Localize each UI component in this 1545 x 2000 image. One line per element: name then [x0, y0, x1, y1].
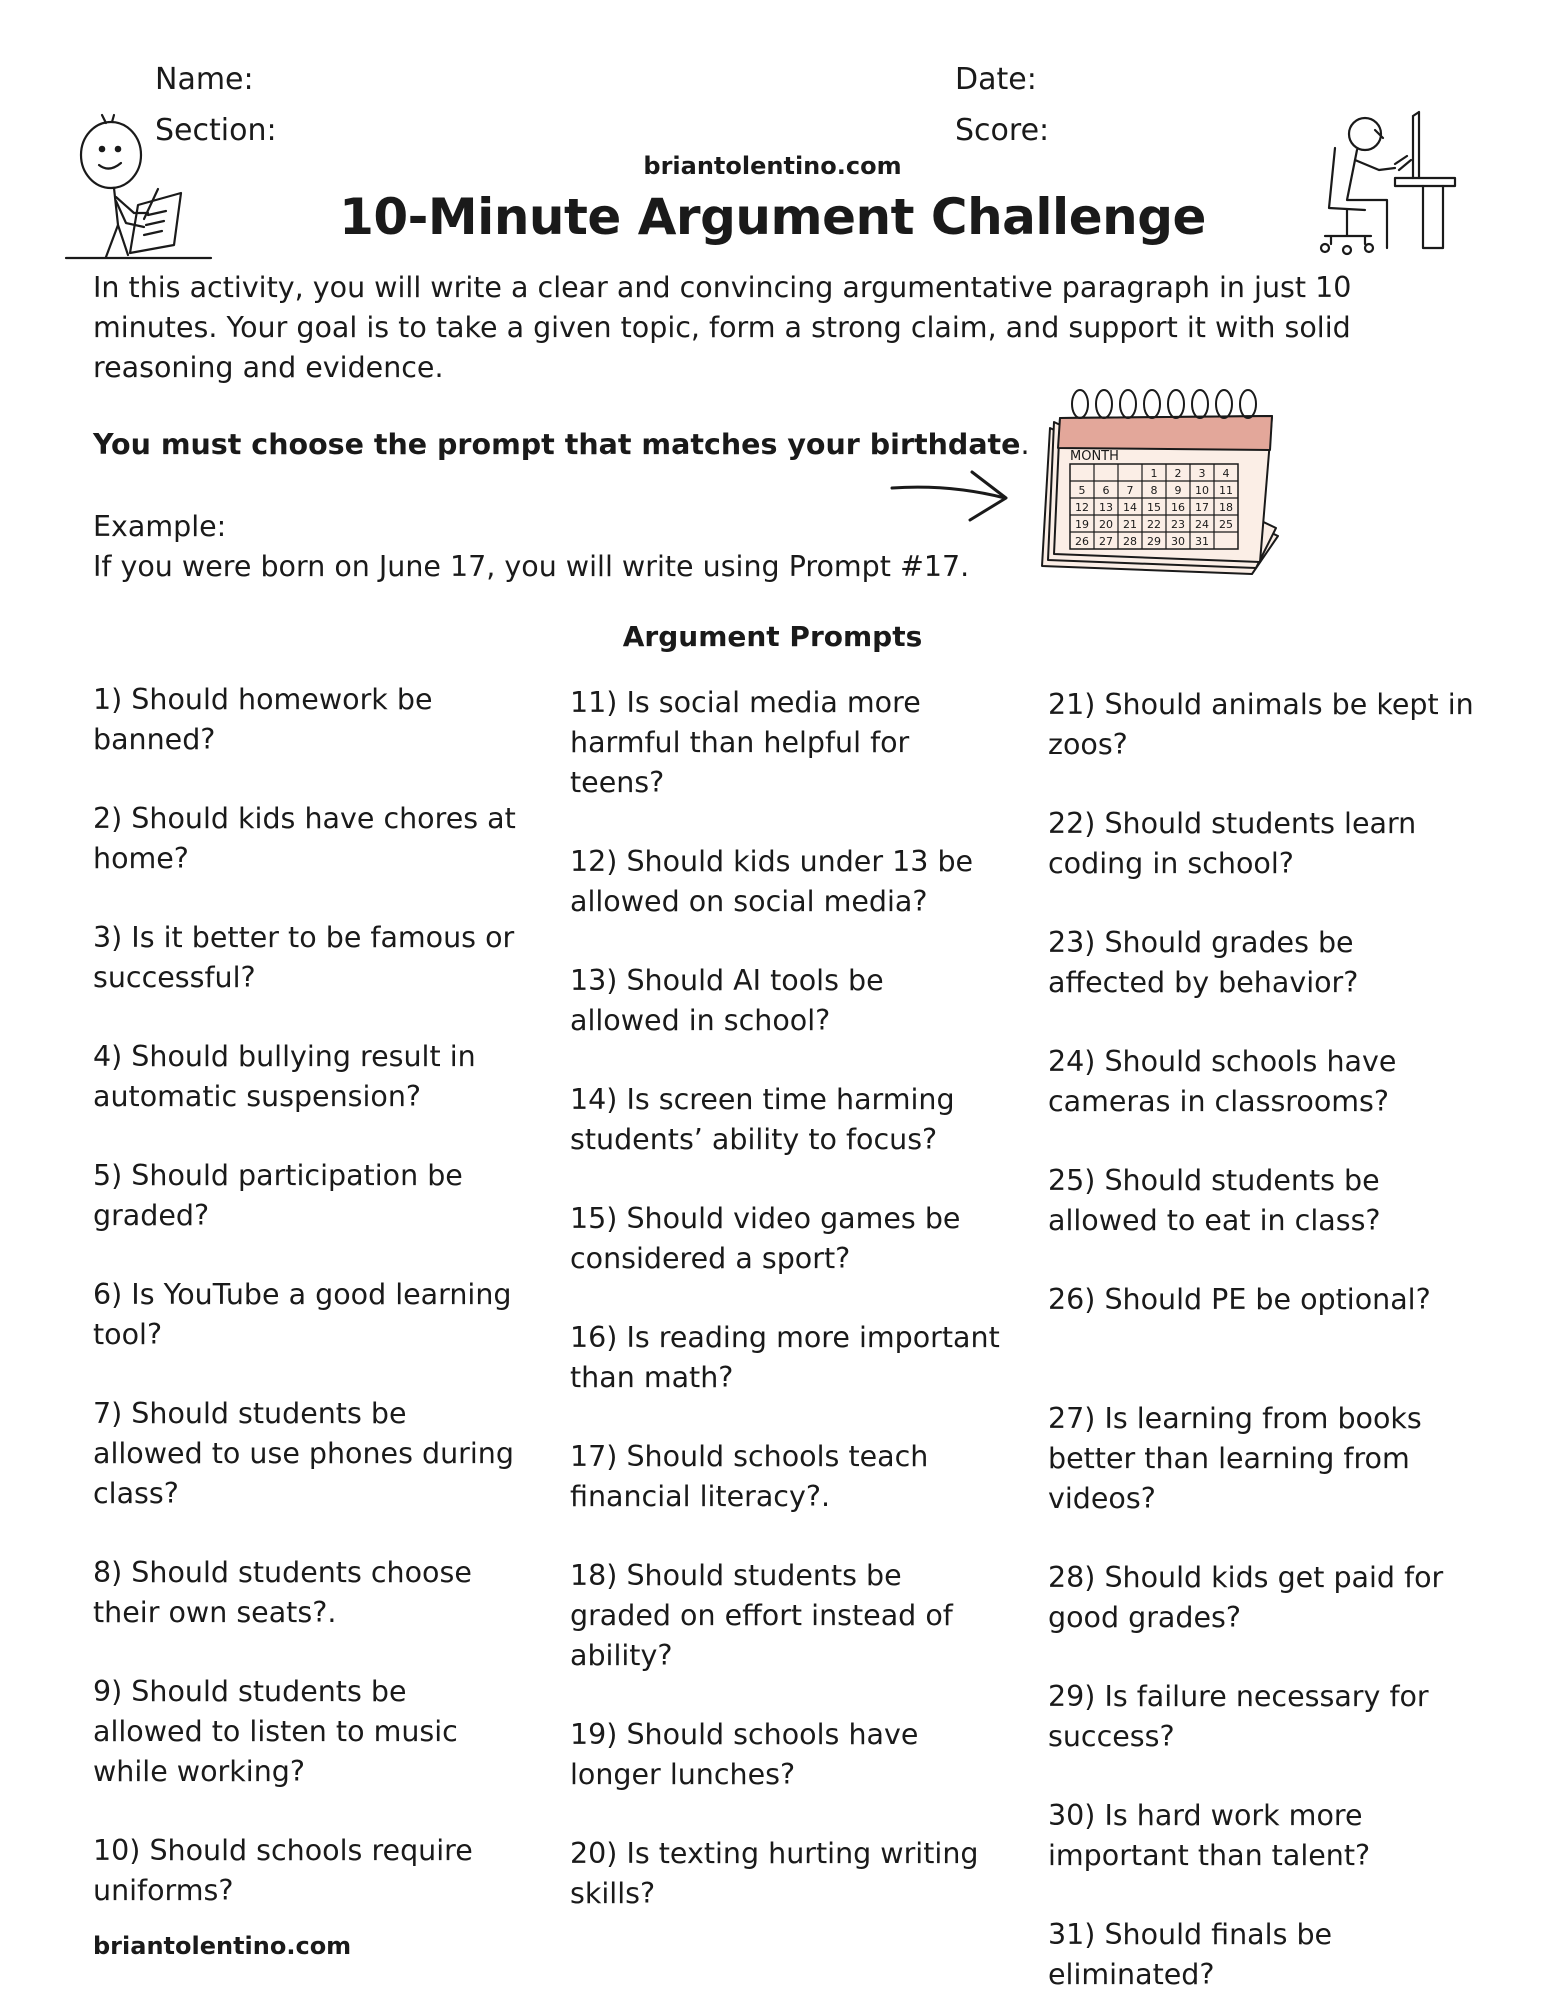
- prompt-item: 13) Should AI tools be allowed in school?: [570, 964, 884, 1037]
- example-label: Example:: [93, 510, 227, 543]
- prompt-item: 10) Should schools require uniforms?: [93, 1834, 473, 1907]
- prompt-item: 17) Should schools teach financial literacy?.: [570, 1440, 929, 1513]
- site-header: briantolentino.com: [643, 152, 902, 180]
- prompt-item: 29) Is failure necessary for success?: [1048, 1680, 1429, 1753]
- prompt-item: 11) Is social media more harmful than helpful for teens?: [570, 686, 921, 799]
- calendar-day: 21: [1123, 518, 1137, 531]
- prompt-item: 27) Is learning from books better than learning from videos?: [1048, 1402, 1422, 1515]
- calendar-day: 26: [1075, 535, 1089, 548]
- calendar-day: 1: [1150, 467, 1158, 480]
- calendar-day: 15: [1147, 501, 1161, 514]
- calendar-icon: [1040, 388, 1285, 578]
- calendar-day: 11: [1219, 484, 1233, 497]
- calendar-day: 24: [1195, 518, 1209, 531]
- prompt-item: 18) Should students be graded on effort instead of ability?: [570, 1559, 953, 1672]
- prompt-item: 28) Should kids get paid for good grades?: [1048, 1561, 1444, 1634]
- calendar-day: 7: [1126, 484, 1134, 497]
- prompt-item: 12) Should kids under 13 be allowed on social media?: [570, 845, 974, 918]
- prompt-item: 21) Should animals be kept in zoos?: [1048, 688, 1474, 761]
- prompt-item: 16) Is reading more important than math?: [570, 1321, 1000, 1394]
- calendar-day: 13: [1099, 501, 1113, 514]
- arrow-icon: [890, 466, 1015, 528]
- calendar-day: 19: [1075, 518, 1089, 531]
- calendar-ring: [1192, 390, 1208, 418]
- calendar-day: 16: [1171, 501, 1185, 514]
- calendar-day: 17: [1195, 501, 1209, 514]
- date-label: Date:: [955, 62, 1037, 97]
- calendar-day: 23: [1171, 518, 1185, 531]
- calendar-ring: [1072, 390, 1088, 418]
- calendar-day: 10: [1195, 484, 1209, 497]
- prompt-item: 6) Is YouTube a good learning tool?: [93, 1278, 512, 1351]
- prompt-item: 3) Is it better to be famous or successful?: [93, 921, 515, 994]
- calendar-month-label: MONTH: [1070, 449, 1119, 464]
- calendar-day: 27: [1099, 535, 1113, 548]
- score-label: Score:: [955, 113, 1050, 148]
- prompt-item: 14) Is screen time harming students’ ability to focus?: [570, 1083, 955, 1156]
- prompts-heading: Argument Prompts: [622, 620, 923, 653]
- instruction-rule-period: .: [1020, 428, 1030, 461]
- calendar-day: 3: [1198, 467, 1206, 480]
- prompt-item: 7) Should students be allowed to use phones during class?: [93, 1397, 514, 1510]
- calendar-day: 22: [1147, 518, 1161, 531]
- prompt-item: 25) Should students be allowed to eat in class?: [1048, 1164, 1381, 1237]
- calendar-day: 8: [1150, 484, 1158, 497]
- prompt-item: 31) Should finals be eliminated?: [1048, 1918, 1333, 1991]
- prompt-item: 22) Should students learn coding in school?: [1048, 807, 1417, 880]
- calendar-day: 20: [1099, 518, 1113, 531]
- prompt-item: 24) Should schools have cameras in classrooms?: [1048, 1045, 1397, 1118]
- calendar-day: 9: [1174, 484, 1182, 497]
- calendar-ring: [1240, 390, 1256, 418]
- prompt-item: 1) Should homework be banned?: [93, 683, 433, 756]
- calendar-day: 2: [1174, 467, 1182, 480]
- instruction-rule-text: You must choose the prompt that matches your birthdate: [93, 428, 1021, 461]
- calendar-day: 4: [1222, 467, 1230, 480]
- calendar-ring: [1096, 390, 1112, 418]
- prompt-item: 20) Is texting hurting writing skills?: [570, 1837, 979, 1910]
- prompt-item: 9) Should students be allowed to listen to music while working?: [93, 1675, 458, 1788]
- calendar-day: 5: [1078, 484, 1086, 497]
- calendar-day: 18: [1219, 501, 1233, 514]
- calendar-day: 25: [1219, 518, 1233, 531]
- prompt-item: 5) Should participation be graded?: [93, 1159, 463, 1232]
- prompt-item: 26) Should PE be optional?: [1048, 1283, 1431, 1316]
- calendar-ring: [1144, 390, 1160, 418]
- site-footer: briantolentino.com: [93, 1932, 352, 1960]
- calendar-day: 12: [1075, 501, 1089, 514]
- calendar-day: 31: [1195, 535, 1209, 548]
- calendar-day: 28: [1123, 535, 1137, 548]
- calendar-ring: [1216, 390, 1232, 418]
- calendar-day: 30: [1171, 535, 1185, 548]
- prompt-item: 15) Should video games be considered a sport?: [570, 1202, 961, 1275]
- calendar-day: 14: [1123, 501, 1137, 514]
- page-title: 10-Minute Argument Challenge: [339, 188, 1206, 246]
- prompt-item: 2) Should kids have chores at home?: [93, 802, 516, 875]
- calendar-ring: [1120, 390, 1136, 418]
- section-label: Section:: [155, 113, 277, 148]
- calendar-day: 6: [1102, 484, 1110, 497]
- calendar-day: 29: [1147, 535, 1161, 548]
- example-text: If you were born on June 17, you will write using Prompt #17.: [93, 550, 970, 583]
- prompt-item: 30) Is hard work more important than talent?: [1048, 1799, 1371, 1872]
- prompt-item: 8) Should students choose their own seats?.: [93, 1556, 472, 1629]
- intro-paragraph: In this activity, you will write a clear and convincing argumentative paragraph in just 10 minutes. Your goal is to take a given topic, form a strong claim, and support it with solid reasoning and evidence.: [93, 271, 1352, 384]
- prompt-item: 23) Should grades be affected by behavior?: [1048, 926, 1359, 999]
- name-label: Name:: [155, 62, 254, 97]
- instruction-rule: [93, 428, 1030, 461]
- calendar-ring: [1168, 390, 1184, 418]
- prompt-item: 19) Should schools have longer lunches?: [570, 1718, 919, 1791]
- prompt-item: 4) Should bullying result in automatic suspension?: [93, 1040, 476, 1113]
